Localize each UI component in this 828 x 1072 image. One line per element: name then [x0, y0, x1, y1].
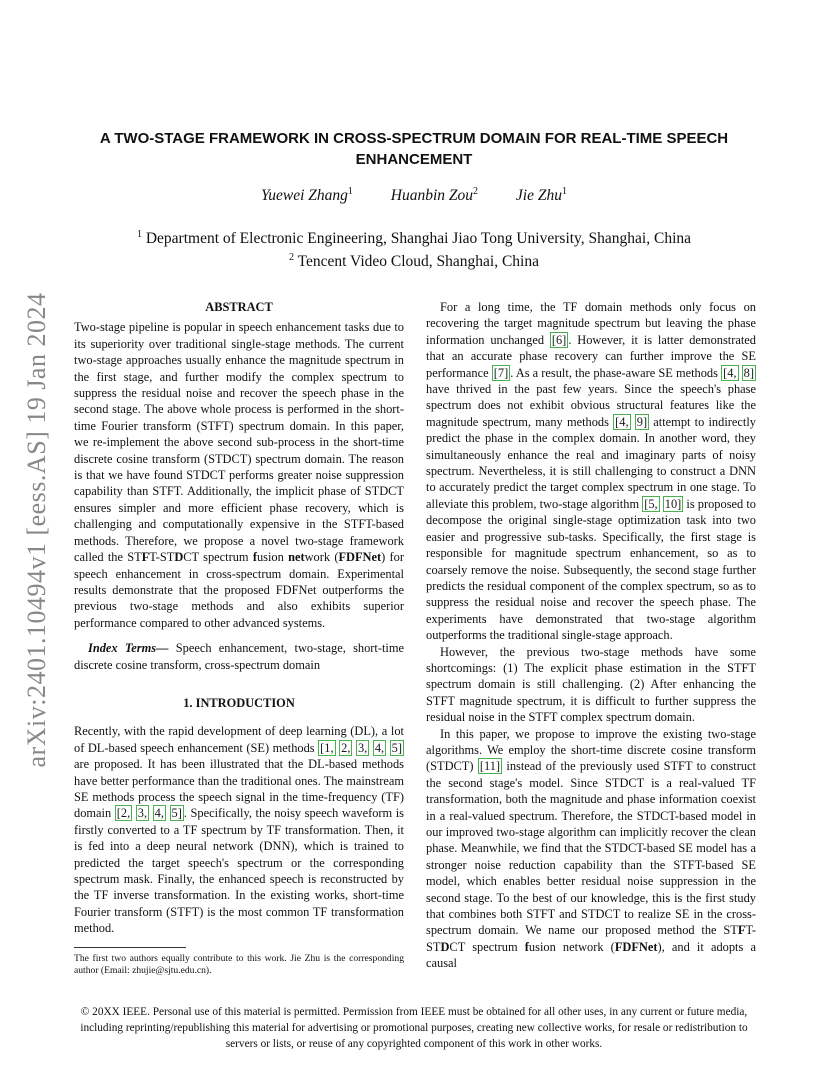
arxiv-identifier: arXiv:2401.10494v1 [eess.AS] 19 Jan 2024 [22, 292, 51, 768]
right-paragraph-1: For a long time, the TF domain methods only focus on recovering the target magnitude spectrum but leaving the phase information unchanged [6] . However, it is latter demonstrated that an accurate phase recovery can further improve the SE performance [7] . As a result, the phase-aware SE methods [4, 8] have thrived in the past few years. Since the speech's phase spectrum does not exhibit obvious structural features like the magnitude spectrum, many methods [4, 9] attempt to indirectly predict the phase in the complex domain. In another word, they simultaneously enhance the real and imaginary parts of noisy spectrum. Nevertheless, it is still challenging to construct a DNN to accurately predict the target complex spectrum in one stage. To alleviate this problem, two-stage algorithm [5, 10] is proposed to decompose the original single-stage optimization task into two easier and progressive sub-tasks. Specifically, the first stage is responsible for magnitude spectrum enhancement, so as to coarsely remove the noise. Subsequently, the second stage further predicts the residual component of the complex spectrum, so as to suppress the residual noise and recover the speech phase. The experiments have demonstrated that two-stage algorithm outperforms the traditional single-stage approach. [426, 300, 756, 643]
citation-link[interactable]: [6] [551, 332, 567, 347]
index-terms: Index Terms— Speech enhancement, two-stage, short-time discrete cosine transform, cross-spectrum domain [74, 641, 405, 672]
citation-link[interactable]: [7] [493, 365, 509, 380]
citation-link[interactable]: 2, [341, 740, 351, 755]
author-2: Huanbin Zou$^2$ [390, 186, 479, 205]
citation-link[interactable]: 4, [154, 806, 164, 821]
citation-link[interactable]: 4, [374, 740, 385, 755]
copyright-notice: © 20XX IEEE. Personal use of this material is permitted. Permission from IEEE must be obtained for all other uses, in any current or future media, including reprinting/republishing this material for advertising or promotional purposes, creating new collective works, for resale or redistribution to servers or lists, or reuse of any copyrighted component of this work in other works. [80, 1006, 748, 1051]
citation-link[interactable]: [4, [615, 414, 629, 429]
citation-link[interactable]: [1, [320, 740, 334, 755]
footnote-rule [74, 947, 186, 948]
author-1: Yuewei Zhang$^1$ [261, 186, 353, 205]
citation-link[interactable]: [4, [723, 365, 737, 380]
abstract-heading: ABSTRACT [205, 300, 273, 314]
introduction-heading: 1. INTRODUCTION [183, 695, 295, 710]
citation-link[interactable]: [5, [644, 496, 658, 511]
left-column [74, 299, 404, 937]
intro-paragraph-1: Recently, with the rapid development of deep learning (DL), a lot of DL-based speech enhancement (SE) methods [1, 2, 3, 4, 5] are proposed. It has been illustrated that the DL-based methods have better performance than the traditional ones. The mainstream SE methods process the speech signal in the time-frequency (TF) domain [2, 3, 4, 5] . Specifically, the noisy speech waveform is firstly converted to a TF spectrum by TF transformation. Then, it is fed into a deep neural network (DNN), which is trained to predicted the target speech's spectrum or the corresponding spectrum mask. Finally, the enhanced speech is reconstructed by the TF inverse transformation. In the existing works, short-time Fourier transform (STFT) is the most common TF transformation method. [74, 724, 404, 936]
paper-title: A TWO-STAGE FRAMEWORK IN CROSS-SPECTRUM DOMAIN FOR REAL-TIME SPEECH ENHANCEMENT [99, 130, 729, 168]
right-paragraph-2: However, the previous two-stage methods have some shortcomings: (1) The explicit phase estimation in the STFT spectrum domain is still challenging. (2) After enhancing the STFT magnitude spectrum, it is difficult to further suppress the residual noise in the STFT complex spectrum domain. [426, 644, 756, 725]
citation-link[interactable]: [11] [479, 759, 501, 774]
affiliation-1: $^1$ Department of Electronic Engineering, Shanghai Jiao Tong University, Shanghai, China [136, 229, 692, 248]
citation-link[interactable]: 9] [636, 414, 648, 429]
footnote: The first two authors equally contribute to this work. Jie Zhu is the corresponding author (Email: zhujie@sjtu.edu.cn). [74, 953, 404, 977]
citation-link[interactable]: 3, [357, 740, 368, 755]
author-3: Jie Zhu$^1$ [515, 186, 567, 205]
citation-link[interactable]: 5] [391, 740, 402, 755]
right-paragraph-3: In this paper, we propose to improve the existing two-stage algorithms. We employ the short-time discrete cosine transform (STDCT) [11] instead of the previously used STFT to construct the second stage's model. Since STDCT is a real-valued TF transformation, both the magnitude and phase information coexist in a real-valued spectrum. Therefore, the STDCT-based model in our improved two-stage algorithm can implicitly recover the clean phase. Meanwhile, we find that the STDCT-based SE model has a stronger noise reduction capability than the STFT-based SE model, which enables better residual noise suppression in the second stage. To the best of our knowledge, this is the first study that combines both STFT and STDCT to realize SE in the cross-spectrum domain. We name our proposed method the STFT-STDCT spectrum fusion network (FDFNet), and it adopts a causal [426, 726, 757, 971]
citation-link[interactable]: 3, [137, 806, 148, 821]
abstract-text: Two-stage pipeline is popular in speech enhancement tasks due to its superiority over traditional single-stage methods. The current two-stage approaches usually enhance the magnitude spectrum in the first stage, and further modify the complex spectrum to suppress the residual noise and recover the speech phase in the second stage. The above whole process is performed in the short-time Fourier transform (STFT) spectrum domain. In this paper, we re-implement the above second sub-process in the short-time discrete cosine transform (STDCT) spectrum domain. The reason is that we have found STDCT performs greater noise suppression capability than STFT. Additionally, the implicit phase of STDCT ensures simpler and more efficient phase recovery, which is challenging and computationally expensive in the STFT-based methods. Therefore, we propose a novel two-stage framework called the STFT-STDCT spectrum fusion network (FDFNet) for speech enhancement in cross-spectrum domain. Experimental results demonstrate that the proposed FDFNet outperforms the previous two-stage methods and also exhibits superior performance compared to other advanced systems. [74, 320, 404, 630]
citation-link[interactable]: 5] [171, 806, 182, 821]
citation-link[interactable]: 8] [743, 365, 754, 380]
author-list [0, 186, 828, 205]
affiliation-2: $^2$ Tencent Video Cloud, Shanghai, China [289, 252, 539, 271]
citation-link[interactable]: [2, [116, 806, 131, 821]
right-column [426, 299, 756, 972]
affiliations [0, 225, 828, 271]
citation-link[interactable]: 10] [664, 496, 682, 511]
